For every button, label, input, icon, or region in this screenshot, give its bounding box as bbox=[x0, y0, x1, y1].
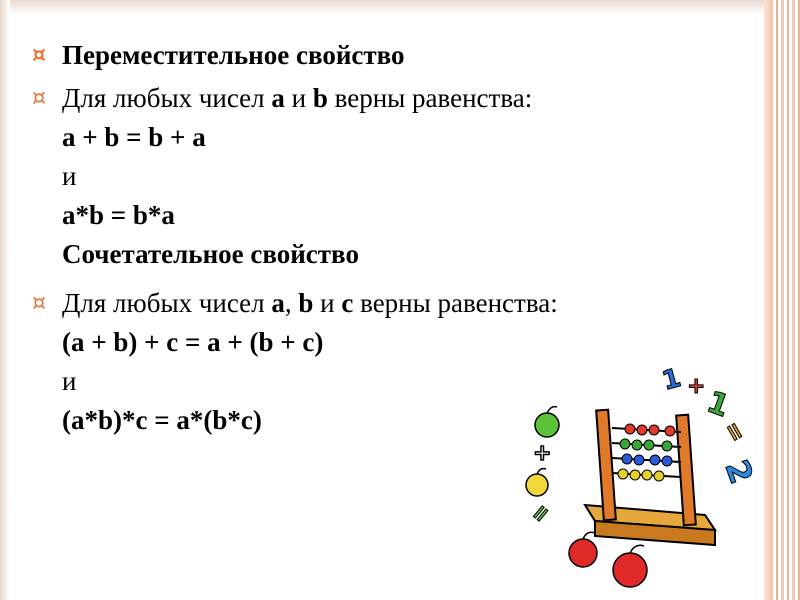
symbol-plus: + bbox=[687, 374, 706, 399]
bullet-paragraph-2 bbox=[32, 284, 752, 323]
symbol-equals: = bbox=[717, 416, 753, 448]
red-apple-icon bbox=[569, 532, 647, 587]
bullet-icon: ¤ bbox=[32, 43, 46, 68]
p2-pre: Для любых чисел bbox=[62, 288, 272, 318]
bullet-heading-commutative bbox=[32, 36, 752, 75]
abacus-icon bbox=[585, 410, 715, 545]
p1-var-b: b bbox=[312, 83, 328, 113]
bullet-icon: ¤ bbox=[32, 86, 46, 111]
bullet-paragraph-1 bbox=[32, 79, 752, 118]
symbol-plus-2: + bbox=[533, 441, 552, 466]
symbol-one: 1 bbox=[659, 363, 685, 397]
abacus-clipart bbox=[515, 355, 775, 595]
symbol-two: 2 bbox=[717, 454, 761, 489]
conjunction-1: и bbox=[62, 161, 77, 191]
symbol-equals-2: = bbox=[525, 498, 557, 529]
p2-mid: и bbox=[313, 288, 342, 318]
equation-3: (a + b) + c = a + (b + c) bbox=[62, 327, 324, 357]
heading-associative: Сочетательное свойство bbox=[62, 239, 359, 269]
equation-1: a + b = b + a bbox=[62, 122, 206, 152]
conjunction-2: и bbox=[62, 366, 77, 396]
heading-commutative: Переместительное свойство bbox=[62, 40, 405, 70]
p2-var-b: b bbox=[298, 288, 314, 318]
symbol-one-2: 1 bbox=[702, 384, 734, 425]
left-shade bbox=[0, 0, 10, 600]
green-apple-icon bbox=[535, 407, 559, 437]
top-shade bbox=[0, 0, 770, 14]
p1-mid: и bbox=[284, 83, 313, 113]
equation-4: (a*b)*c = a*(b*c) bbox=[62, 405, 262, 435]
p1-var-a: a bbox=[271, 83, 285, 113]
p1-post: верны равенства: bbox=[327, 83, 533, 113]
p1-pre: Для любых чисел bbox=[62, 83, 272, 113]
p2-comma: , bbox=[284, 288, 299, 318]
yellow-apple-icon bbox=[526, 469, 548, 496]
equation-2: a*b = b*a bbox=[62, 200, 175, 230]
p2-var-c: c bbox=[341, 288, 354, 318]
p2-post: верны равенства: bbox=[353, 288, 558, 318]
p2-var-a: a bbox=[271, 288, 285, 318]
bullet-icon: ¤ bbox=[32, 291, 46, 316]
